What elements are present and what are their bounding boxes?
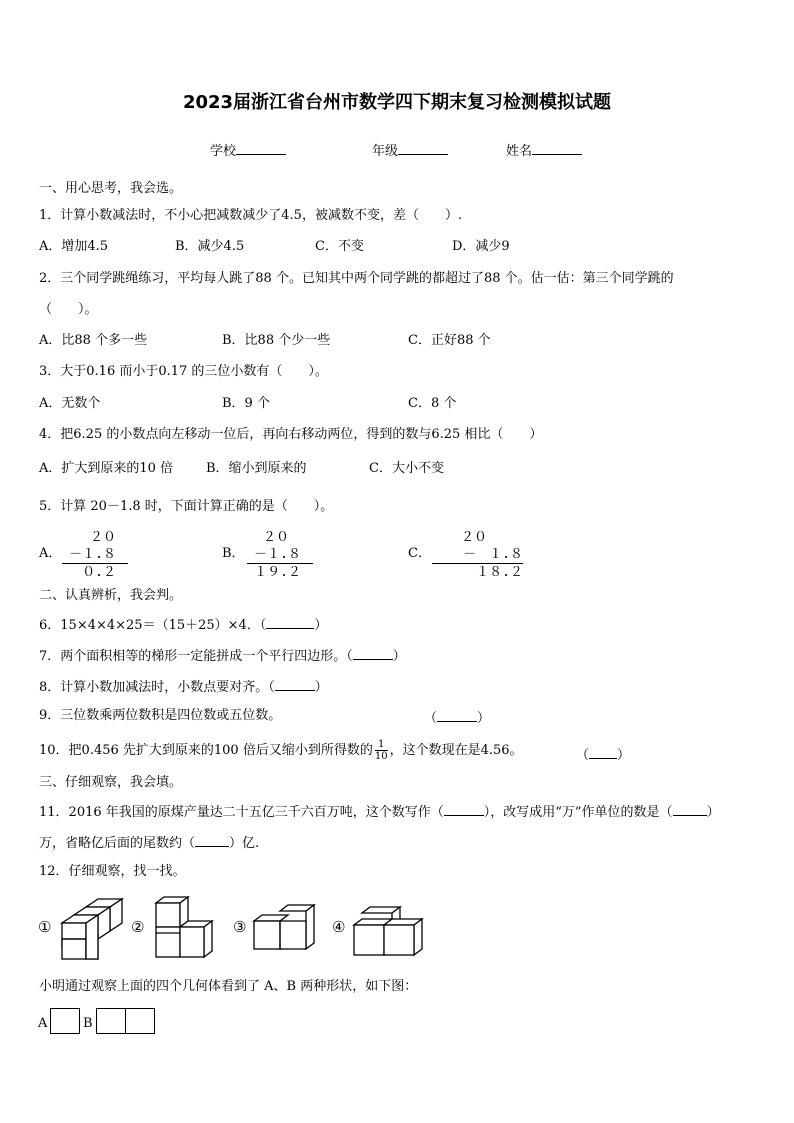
shape-b-label: B — [83, 1016, 93, 1031]
q10-row — [39, 739, 523, 762]
q1-option-d[interactable]: D．减少9 — [452, 239, 510, 254]
figure-1-cubes — [56, 893, 132, 963]
q3-option-c[interactable]: C．8 个 — [408, 396, 457, 411]
q6-paren-right: ） — [314, 618, 328, 633]
q3-option-a[interactable]: A．无数个 — [39, 396, 101, 411]
figure-3-cubes — [250, 903, 324, 955]
q8-paren-right: ） — [314, 680, 328, 695]
q7-text: 7．两个面积相等的梯形一定能拼成一个平行四边形。 — [39, 649, 347, 664]
q1-option-b[interactable]: B．减少4.5 — [175, 239, 245, 254]
figure-label-1: ① — [38, 918, 52, 936]
q11-text-mid: ），改写成用“万”作单位的数是（ — [483, 805, 673, 820]
q10-paren-left: （ — [576, 748, 590, 763]
q11-text-end: ） — [706, 805, 720, 820]
calc-b-top: ２０ — [262, 530, 289, 545]
q6-answer-blank[interactable] — [266, 615, 314, 629]
q6-text: 6．15×4×4×25＝（15＋25）×4． — [39, 618, 260, 633]
q5-text: 5．计算 20－1.8 时，下面计算正确的是（ ）。 — [39, 499, 334, 514]
q10-answer — [576, 745, 630, 764]
calc-a-top: ２０ — [89, 530, 116, 545]
q2-option-c[interactable]: C．正好88 个 — [408, 333, 491, 348]
grade-label: 年级 — [372, 144, 399, 159]
q5-option-a-calc — [62, 529, 128, 581]
q11-line2-post: ）亿. — [229, 836, 260, 851]
q9-paren-right: ） — [477, 711, 491, 726]
name-blank[interactable] — [532, 141, 582, 155]
grade-blank[interactable] — [398, 141, 448, 155]
q7-paren-left: （ — [346, 649, 353, 664]
q10-answer-blank[interactable] — [589, 745, 617, 759]
q9-answer-blank[interactable] — [437, 708, 477, 722]
calc-b-result: １９.２ — [254, 565, 301, 580]
q4-option-c[interactable]: C．大小不变 — [369, 461, 444, 476]
q9-text: 9．三位数乘两位数积是四位数或五位数。 — [39, 708, 282, 723]
q2-option-b[interactable]: B．比88 个少一些 — [222, 333, 331, 348]
q5-option-b-label[interactable]: B． — [222, 546, 245, 561]
q5-option-a-label[interactable]: A． — [39, 546, 62, 561]
q7-answer-blank[interactable] — [353, 646, 393, 660]
q4-option-a[interactable]: A．扩大到原来的10 倍 — [39, 461, 174, 476]
page-title: 2023届浙江省台州市数学四下期末复习检测模拟试题 — [182, 92, 612, 113]
q3-option-b[interactable]: B．9 个 — [222, 396, 270, 411]
figure-label-2: ② — [131, 918, 145, 936]
figure-2-cubes — [150, 893, 230, 963]
q9-paren-left: （ — [424, 711, 438, 726]
school-blank[interactable] — [236, 141, 286, 155]
figure-label-4: ④ — [332, 918, 346, 936]
school-field — [210, 141, 286, 160]
section-1-heading: 一、用心思考，我会选。 — [39, 181, 183, 196]
q4-text: 4．把6.25 的小数点向左移动一位后，再向右移动两位，得到的数与6.25 相比（ ） — [39, 427, 543, 442]
q8-paren-left: （ — [268, 680, 275, 695]
calc-a-result: ０.２ — [82, 565, 116, 580]
shape-a-square — [50, 1008, 80, 1034]
q7-row — [39, 646, 406, 665]
calc-a-mid: －１.８ — [62, 546, 128, 564]
q4-option-b[interactable]: B．缩小到原来的 — [206, 461, 307, 476]
q11-line2-pre: 万，省略亿后面的尾数约（ — [39, 836, 196, 851]
figure-4-cubes — [350, 903, 426, 959]
q2-text: 2．三个同学跳绳练习，平均每人跳了88 个。已知其中两个同学跳的都超过了88 个。估一估：第三个同学跳的 — [39, 271, 674, 286]
q6-paren-left: （ — [259, 618, 267, 633]
q11-blank-2[interactable] — [673, 802, 707, 816]
name-field — [506, 141, 582, 160]
q6-row — [39, 615, 327, 634]
q11-line-2 — [39, 833, 259, 852]
q11-text-pre: 11．2016 年我国的原煤产量达二十五亿三千六百万吨，这个数写作（ — [39, 805, 444, 820]
shape-b-square-right — [125, 1008, 155, 1034]
q8-answer-blank[interactable] — [275, 677, 315, 691]
q10-text-pre: 10．把0.456 先扩大到原来的100 倍后又缩小到所得数的 — [39, 743, 373, 758]
q10-fraction — [375, 739, 388, 762]
q1-option-c[interactable]: C．不变 — [315, 239, 364, 254]
calc-c-result: １８.２ — [476, 565, 523, 580]
q11-line-1 — [39, 802, 720, 821]
shape-b-square-left — [96, 1008, 126, 1034]
figure-label-3: ③ — [233, 918, 247, 936]
q1-text: 1．计算小数减法时，不小心把减数减少了4.5，被减数不变，差（ ）. — [39, 208, 463, 223]
school-label: 学校 — [210, 144, 237, 159]
q3-text: 3．大于0.16 而小于0.17 的三位小数有（ ）。 — [39, 364, 328, 379]
q8-row — [39, 677, 328, 696]
calc-b-mid: －１.８ — [247, 546, 313, 564]
q8-text: 8．计算小数加减法时，小数点要对齐。 — [39, 680, 269, 695]
q10-fraction-numerator: 1 — [375, 739, 388, 751]
shape-a-label: A — [38, 1016, 48, 1031]
q7-paren-right: ） — [392, 649, 406, 664]
q10-fraction-denominator: 10 — [374, 751, 388, 762]
section-2-heading: 二、认真辨析，我会判。 — [39, 588, 183, 603]
name-label: 姓名 — [506, 144, 533, 159]
q9-answer — [424, 708, 490, 727]
q11-blank-1[interactable] — [444, 802, 484, 816]
q5-option-c-label[interactable]: C． — [408, 546, 431, 561]
q12-description: 小明通过观察上面的四个几何体看到了 A、B 两种形状，如下图： — [39, 979, 418, 994]
calc-c-top: ２０ — [460, 530, 487, 545]
calc-c-mid: － １.８ — [432, 546, 523, 564]
q2-text-cont: （ ）。 — [39, 302, 98, 317]
q5-option-b-calc — [247, 529, 313, 581]
grade-field — [372, 141, 448, 160]
q11-blank-3[interactable] — [195, 833, 229, 847]
q2-option-a[interactable]: A．比88 个多一些 — [39, 333, 148, 348]
q1-option-a[interactable]: A．增加4.5 — [39, 239, 109, 254]
q10-text-post: ，这个数现在是4.56。 — [389, 743, 523, 758]
q12-text: 12．仔细观察，找一找。 — [39, 864, 186, 879]
q10-paren-right: ） — [617, 748, 631, 763]
q5-option-c-calc — [432, 529, 523, 581]
section-3-heading: 三、仔细观察，我会填。 — [39, 775, 183, 790]
